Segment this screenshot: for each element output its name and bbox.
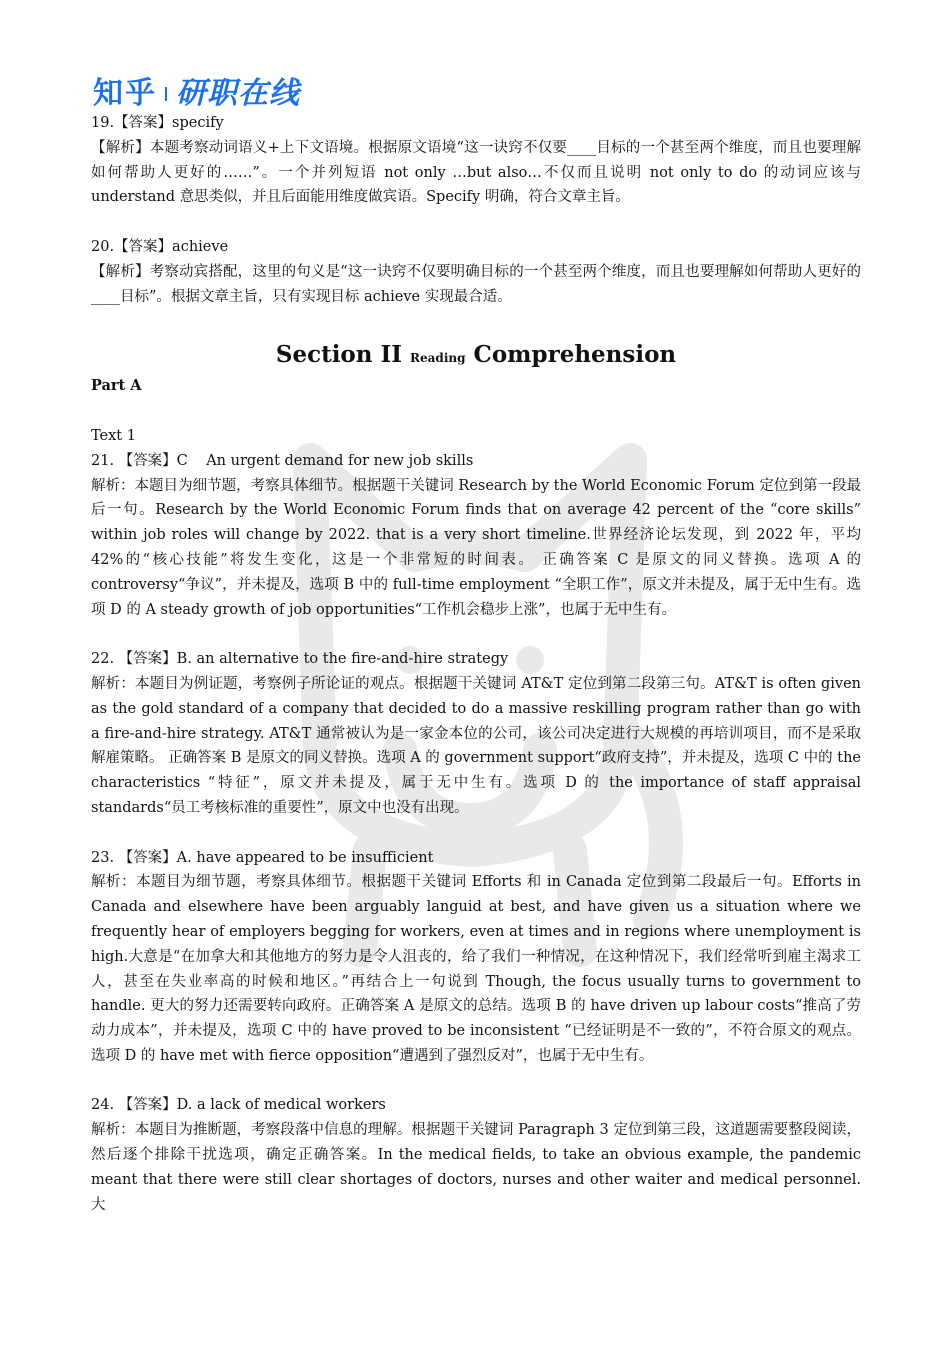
q20-answer: 20.【答案】achieve <box>91 238 229 255</box>
q22-analysis: 解析：本题目为例证题，考察例子所论证的观点。根据题干关键词 AT&T 定位到第二段第三句。AT&T is often given as the gold standard of a company that decided to do a massive reskilling program rather than go with a fire-and-hire strategy. AT&T 通常被认为是一家金本位的公司，该公司决定进行大规模的再培训项目，而不是采取解雇策略。 正确答案 B 是原文的同义替换。选项 A 的 government support“政府支持”，并未提及，选项 C 中的 the characteristics “特征”，原文并未提及，属于无中生有。选项 D 的 the importance of staff appraisal standards“员工考核标准的重要性”，原文中也没有出现。 <box>91 675 861 816</box>
q23-analysis: 解析：本题目为细节题，考察具体细节。根据题干关键词 Efforts 和 in Canada 定位到第二段最后一句。Efforts in Canada and elsewhere have been arguably languid at best, and have given us a situation where we frequently hear of employers begging for workers, even at times and in regions where unemployment is high.大意是“在加拿大和其他地方的努力是令人沮丧的，给了我们一种情况，在这种情况下，我们经常听到雇主渴求工人，甚至在失业率高的时候和地区。”再结合上一句说到 Though, the focus usually turns to government to handle. 更大的努力还需要转向政府。正确答案 A 是原文的总结。选项 B 的 have driven up labour costs“推高了劳动力成本”，并未提及，选项 C 中的 have proved to be inconsistent “已经证明是不一致的”，不符合原文的观点。选项 D 的 have met with fierce opposition“遭遇到了强烈反对”，也属于无中生有。 <box>91 874 861 1064</box>
zhihu-logo <box>93 68 300 112</box>
q24-answer: 24. 【答案】D. a lack of medical workers <box>91 1097 386 1114</box>
logo-zhihu-text: 知乎 <box>93 76 157 111</box>
q23-answer: 23. 【答案】A. have appeared to be insufficient <box>91 849 434 866</box>
q21-analysis: 解析：本题目为细节题，考察具体细节。根据题干关键词 Research by the World Economic Forum 定位到第一段最后一句。Research by the World Economic Forum finds that on average 42 percent of the “core skills” within job roles will change by 2022. that is a very short timeline.世界经济论坛发现，到 2022 年，平均 42%的“核心技能”将发生变化，这是一个非常短的时间表。 正确答案 C 是原文的同义替换。选项 A 的 controversy“争议”，并未提及，选项 B 中的 full-time employment “全职工作”，原文并未提及，属于无中生有。选项 D 的 A steady growth of job opportunities“工作机会稳步上涨”，也属于无中生有。 <box>91 477 861 618</box>
q21-answer: 21. 【答案】C An urgent demand for new job skills <box>91 452 474 469</box>
spacer <box>91 399 861 424</box>
logo-brand-text: 研职在线 <box>176 76 300 111</box>
section-title <box>91 339 861 374</box>
q24-analysis: 解析：本题目为推断题，考察段落中信息的理解。根据题干关键词 Paragraph 3 定位到第三段，这道题需要整段阅读，然后逐个排除干扰选项，确定正确答案。In the medical fields, to take an obvious example, the pandemic meant that there were still clear shortages of doctors, nurses and other waiter and medical personnel. 大 <box>91 1122 861 1213</box>
section-title-part1: Section II <box>275 341 411 369</box>
q19-analysis: 【解析】本题考察动词语义+上下文语境。根据原文语境“这一诀窍不仅要____目标的一个甚至两个维度，而且也要理解如何帮助人更好的……”。一个并列短语 not only …but also…不仅而且说明 not only to do 的动词应该与 understand 意思类似，并且后面能用维度做宾语。Specify 明确，符合文章主旨。 <box>91 139 861 206</box>
q20-analysis: 【解析】考察动宾搭配，这里的句义是“这一诀窍不仅要明确目标的一个甚至两个维度，而且也要理解如何帮助人更好的____目标”。根据文章主旨，只有实现目标 achieve 实现最合适。 <box>91 263 861 305</box>
spacer <box>91 210 861 235</box>
spacer <box>91 1069 861 1094</box>
q19-answer: 19.【答案】specify <box>91 115 224 131</box>
part-a-heading: Part A <box>91 377 142 395</box>
document-content <box>91 111 861 1217</box>
logo-divider <box>165 87 167 101</box>
text-1-label: Text 1 <box>91 427 136 444</box>
spacer <box>91 821 861 846</box>
section-title-small: Reading <box>410 351 466 366</box>
q22-answer: 22. 【答案】B. an alternative to the fire-and-hire strategy <box>91 651 509 668</box>
spacer <box>91 622 861 647</box>
section-title-part2: Comprehension <box>465 341 677 369</box>
